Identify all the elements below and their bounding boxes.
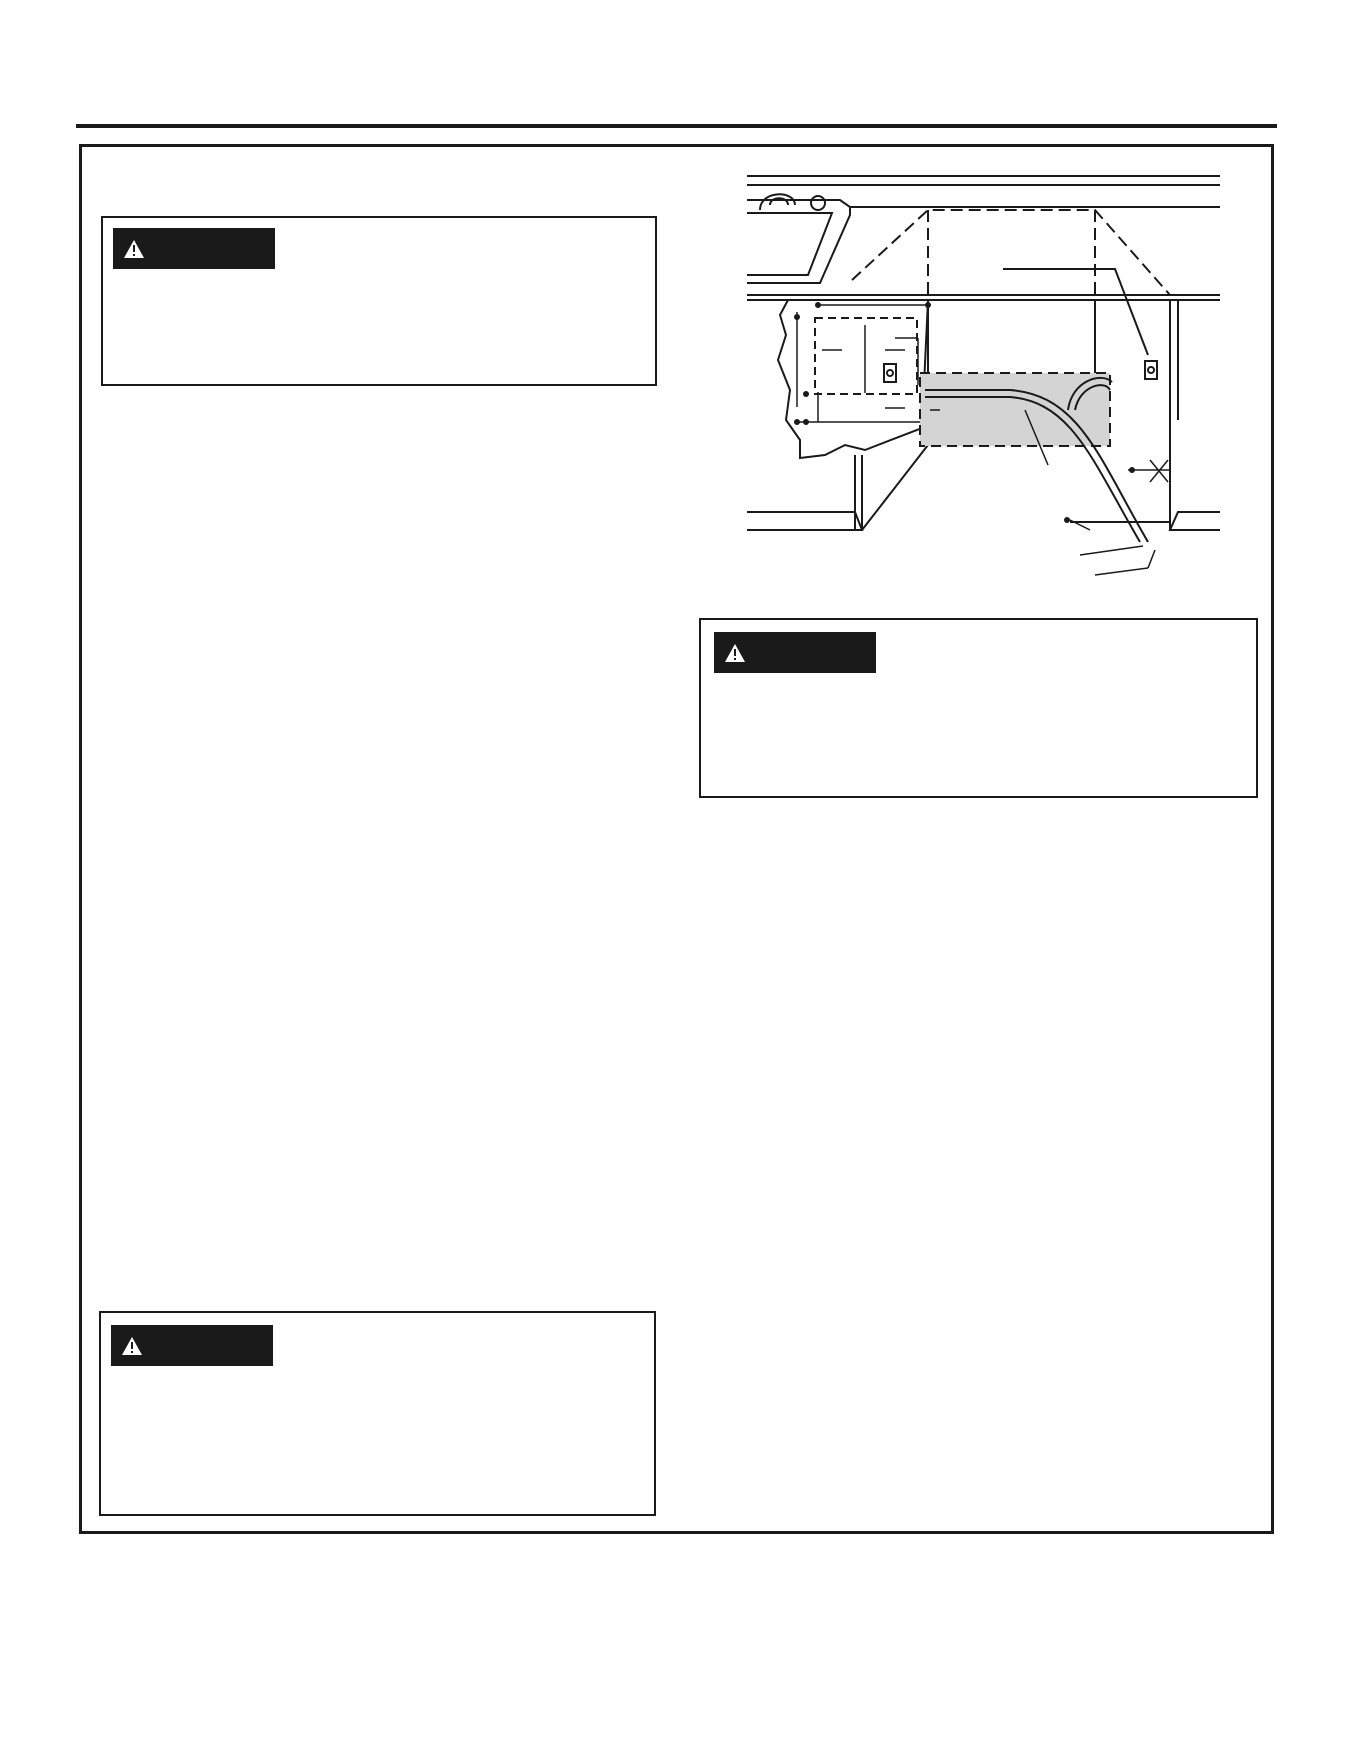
dim-dot xyxy=(794,419,800,425)
dim-dot xyxy=(803,391,809,397)
dim-dot xyxy=(1129,467,1135,473)
outlet-right-hole xyxy=(1148,367,1154,373)
opening-outline-top xyxy=(852,210,1170,295)
cutout-area xyxy=(815,318,917,394)
installation-diagram xyxy=(740,170,1230,580)
outlet-left-hole xyxy=(887,370,893,376)
warning-label xyxy=(111,1325,273,1366)
warning-label xyxy=(113,228,275,269)
warning-triangle-icon xyxy=(724,643,746,663)
leader-4 xyxy=(1148,550,1155,568)
leader-line-outlet xyxy=(1003,269,1148,355)
outlet-left xyxy=(884,364,896,382)
dim-dot xyxy=(794,314,800,320)
warning-box-right xyxy=(699,618,1258,798)
cabinet-cutaway xyxy=(778,300,928,458)
dim-dot xyxy=(1064,517,1070,523)
warning-label xyxy=(714,632,876,673)
floor-left-diag xyxy=(862,445,928,530)
outlet-right xyxy=(1145,361,1157,379)
warning-box-left-bottom xyxy=(99,1311,656,1516)
warning-triangle-icon xyxy=(123,239,145,259)
sink-basin xyxy=(747,213,832,275)
warning-triangle-icon xyxy=(121,1336,143,1356)
warning-box-left-top xyxy=(101,216,657,386)
leader-3 xyxy=(1095,568,1148,575)
leader-2 xyxy=(1080,546,1143,555)
dim-dot xyxy=(803,419,809,425)
faucet-knob xyxy=(811,196,825,210)
floor-left xyxy=(747,512,862,530)
header-rule xyxy=(76,124,1277,128)
floor-right xyxy=(1170,512,1220,530)
dim-dot xyxy=(925,302,931,308)
faucet xyxy=(760,194,795,210)
dim-dot xyxy=(815,302,821,308)
